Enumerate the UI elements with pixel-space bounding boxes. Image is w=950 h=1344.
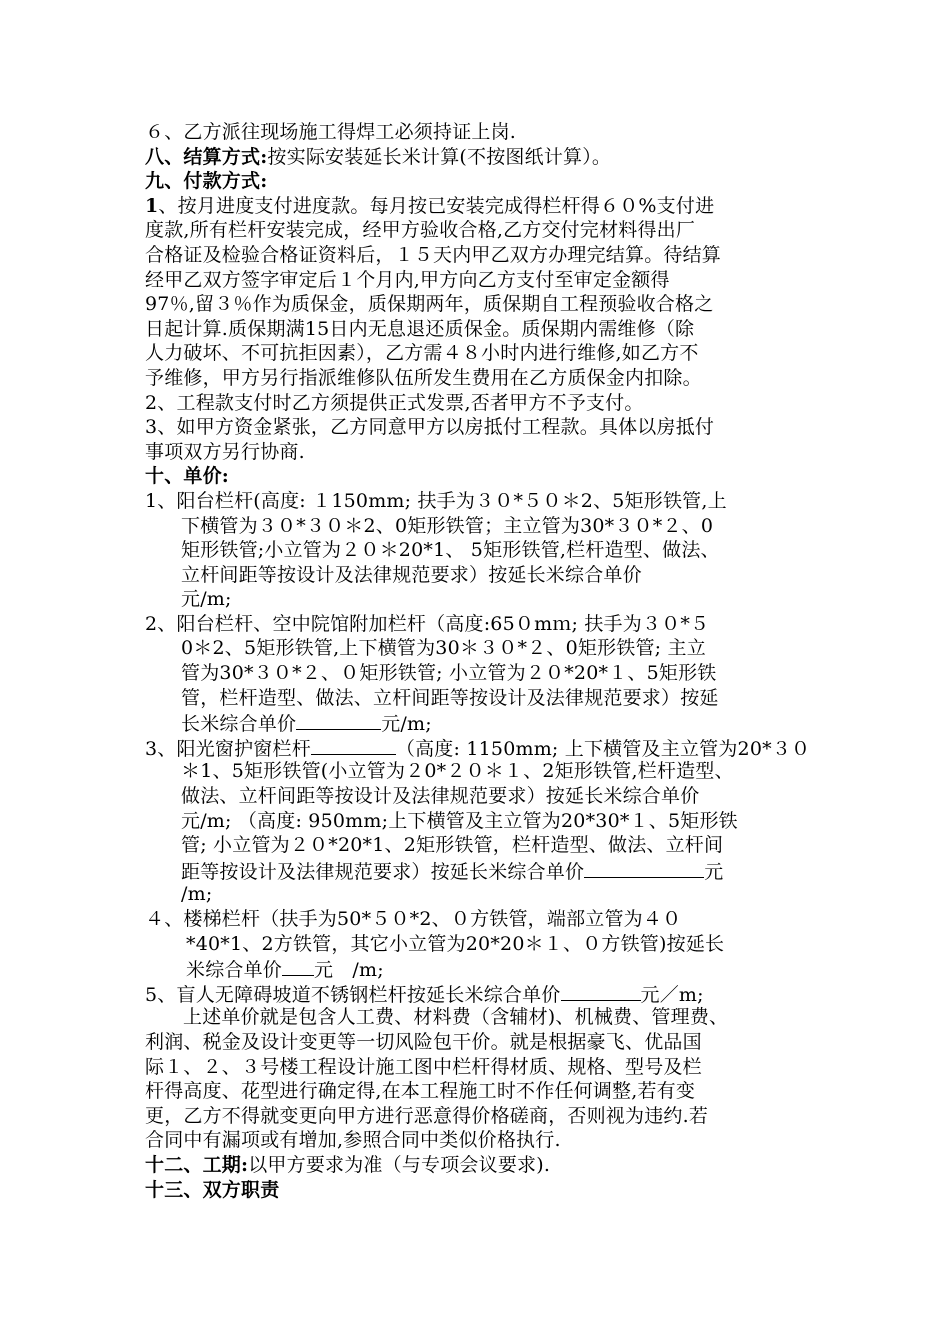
schedule-text: 以甲方要求为准（与专项会议要求). [248, 1153, 551, 1176]
price-item-3-title: 3、阳光窗护窗栏杆 [145, 737, 311, 760]
price-unit: 元/m; [381, 713, 432, 736]
payment-line: 人力破坏、不可抗拒因素），乙方需４８小时内进行维修,如乙方不 [145, 342, 699, 365]
price-item-4-cont [145, 956, 810, 981]
heading-schedule: 十二、工期: [145, 1153, 249, 1176]
price-note-cont: 更，乙方不得就变更向甲方进行恶意得价格磋商，否则视为违约.若 [145, 1104, 709, 1127]
price-unit: 元 /m; [314, 959, 384, 982]
price-label: 5、盲人无障碍坡道不锈钢栏杆按延长米综合单价 [145, 983, 561, 1006]
price-note-cont: 际１、２、３号楼工程设计施工图中栏杆得材质、规格、型号及栏 [145, 1055, 702, 1078]
price-unit: 元 [704, 860, 724, 883]
payment-line-1 [145, 194, 810, 219]
price-item-1-cont: 下横管为３０*３０＊2、0矩形铁管；主立管为30*３０*２、0 [181, 514, 714, 537]
price-unit: 元／m; [640, 983, 704, 1006]
price-blank[interactable] [311, 735, 396, 755]
price-note: 上述单价就是包含人工费、材料费（含辅材)、机械费、管理费、 [183, 1006, 729, 1029]
price-item-2-cont: 0＊2、5矩形铁管,上下横管为30＊３０*２、0矩形铁管; 主立 [181, 637, 706, 660]
price-item-1-cont: 矩形铁管;小立管为２０＊20*1、 5矩形铁管,栏杆造型、做法、 [181, 539, 720, 562]
payment-line: 予维修，甲方另行指派维修队伍所发生费用在乙方质保金内扣除。 [145, 366, 702, 389]
price-item-2-cont: 管，栏杆造型、做法、立杆间距等按设计及法律规范要求）按延 [181, 686, 719, 709]
price-note-cont: 利润、税金及设计变更等一切风险包干价。就是根据豪飞、优品国 [145, 1030, 702, 1053]
price-item-4: ４、楼梯栏杆（扶手为50*５０*2、０方铁管，端部立管为４０ [145, 908, 682, 930]
settlement-line [145, 145, 810, 170]
price-item-3-text: （高度: 1150mm; 上下横管及主立管为20*３０ [395, 737, 811, 760]
price-item-5 [145, 981, 810, 1006]
price-blank[interactable] [584, 858, 704, 878]
price-item-3-cont: 管; 小立管为２０*20*1、2矩形铁管，栏杆造型、做法、立杆间 [181, 834, 724, 857]
heading-payment: 九、付款方式: [145, 170, 268, 193]
payment-line: 合格证及检验合格证资料后，１５天内甲乙双方办理完结算。待结算 [145, 243, 722, 266]
heading-settlement: 八、结算方式: [145, 145, 268, 168]
price-blank[interactable] [296, 710, 381, 730]
price-item-3-cont: 元/m; （高度: 950mm;上下横管及主立管为20*30*１、5矩形铁 [181, 809, 738, 832]
price-label: 米综合单价 [186, 959, 283, 982]
price-blank[interactable] [561, 981, 641, 1001]
payment-line: 度款,所有栏杆安装完成，经甲方验收合格,乙方交付完材料得出厂 [145, 219, 696, 242]
price-item-3-cont: 做法、立杆间距等按设计及法律规范要求）按延长米综合单价 [181, 785, 700, 808]
price-item-1-unit: 元/m; [181, 588, 232, 611]
payment-clause-3-cont: 事项双方另行协商. [145, 440, 305, 463]
price-item-2-cont [145, 710, 810, 735]
price-item-3-unit: /m; [181, 883, 213, 906]
price-item-4-cont: *40*1、2方铁管，其它小立管为20*20＊１、０方铁管)按延长 [186, 932, 725, 955]
price-item-2-cont: 管为30*３０*２、０矩形铁管; 小立管为２０*20*１、5矩形铁 [181, 662, 717, 685]
payment-number: 1 [145, 194, 159, 217]
price-label: 长米综合单价 [181, 713, 297, 736]
price-item-3-cont: ＊1、5矩形铁管(小立管为２0*２０＊１、2矩形铁管,栏杆造型、 [181, 760, 734, 783]
payment-line: 97％,留３％作为质保金，质保期两年，质保期自工程预验收合格之 [145, 293, 714, 316]
price-blank[interactable] [282, 956, 314, 976]
settlement-text: 按实际安装延长米计算(不按图纸计算）。 [267, 145, 612, 168]
price-item-1: 1、阳台栏杆(高度: １150mm; 扶手为３０*５０＊2、5矩形铁管,上 [145, 489, 727, 512]
payment-clause-3: 3、如甲方资金紧张，乙方同意甲方以房抵付工程款。具体以房抵付 [145, 416, 715, 439]
payment-line: 日起计算.质保期满15日内无息退还质保金。质保期内需维修（除 [145, 317, 695, 340]
price-note-cont: 合同中有漏项或有增加,参照合同中类似价格执行. [145, 1129, 561, 1152]
schedule-line [145, 1153, 810, 1178]
price-item-3-cont [145, 858, 810, 883]
price-note-cont: 杆得高度、花型进行确定得,在本工程施工时不作任何调整,若有变 [145, 1080, 696, 1103]
heading-unit-price: 十、单价: [145, 465, 230, 488]
price-item-2: 2、阳台栏杆、空中院馆附加栏杆（高度:65０mｍ; 扶手为３０*５ [145, 612, 710, 635]
clause-6-welder: ６、乙方派往现场施工得焊工必须持证上岗. [145, 121, 517, 143]
payment-text: 、按月进度支付进度款。每月按已安装完成得栏杆得６０%支付进 [158, 194, 715, 217]
document-page [145, 120, 810, 1202]
price-item-1-cont: 立杆间距等按设计及法律规范要求）按延长米综合单价 [181, 563, 642, 586]
price-item-3 [145, 735, 810, 760]
heading-duties: 十三、双方职责 [145, 1178, 280, 1201]
price-label: 距等按设计及法律规范要求）按延长米综合单价 [181, 860, 585, 883]
payment-line: 经甲乙双方签字审定后１个月内,甲方向乙方支付至审定金额得 [145, 268, 670, 291]
payment-clause-2: 2、工程款支付时乙方须提供正式发票,否者甲方不予支付。 [145, 391, 644, 414]
